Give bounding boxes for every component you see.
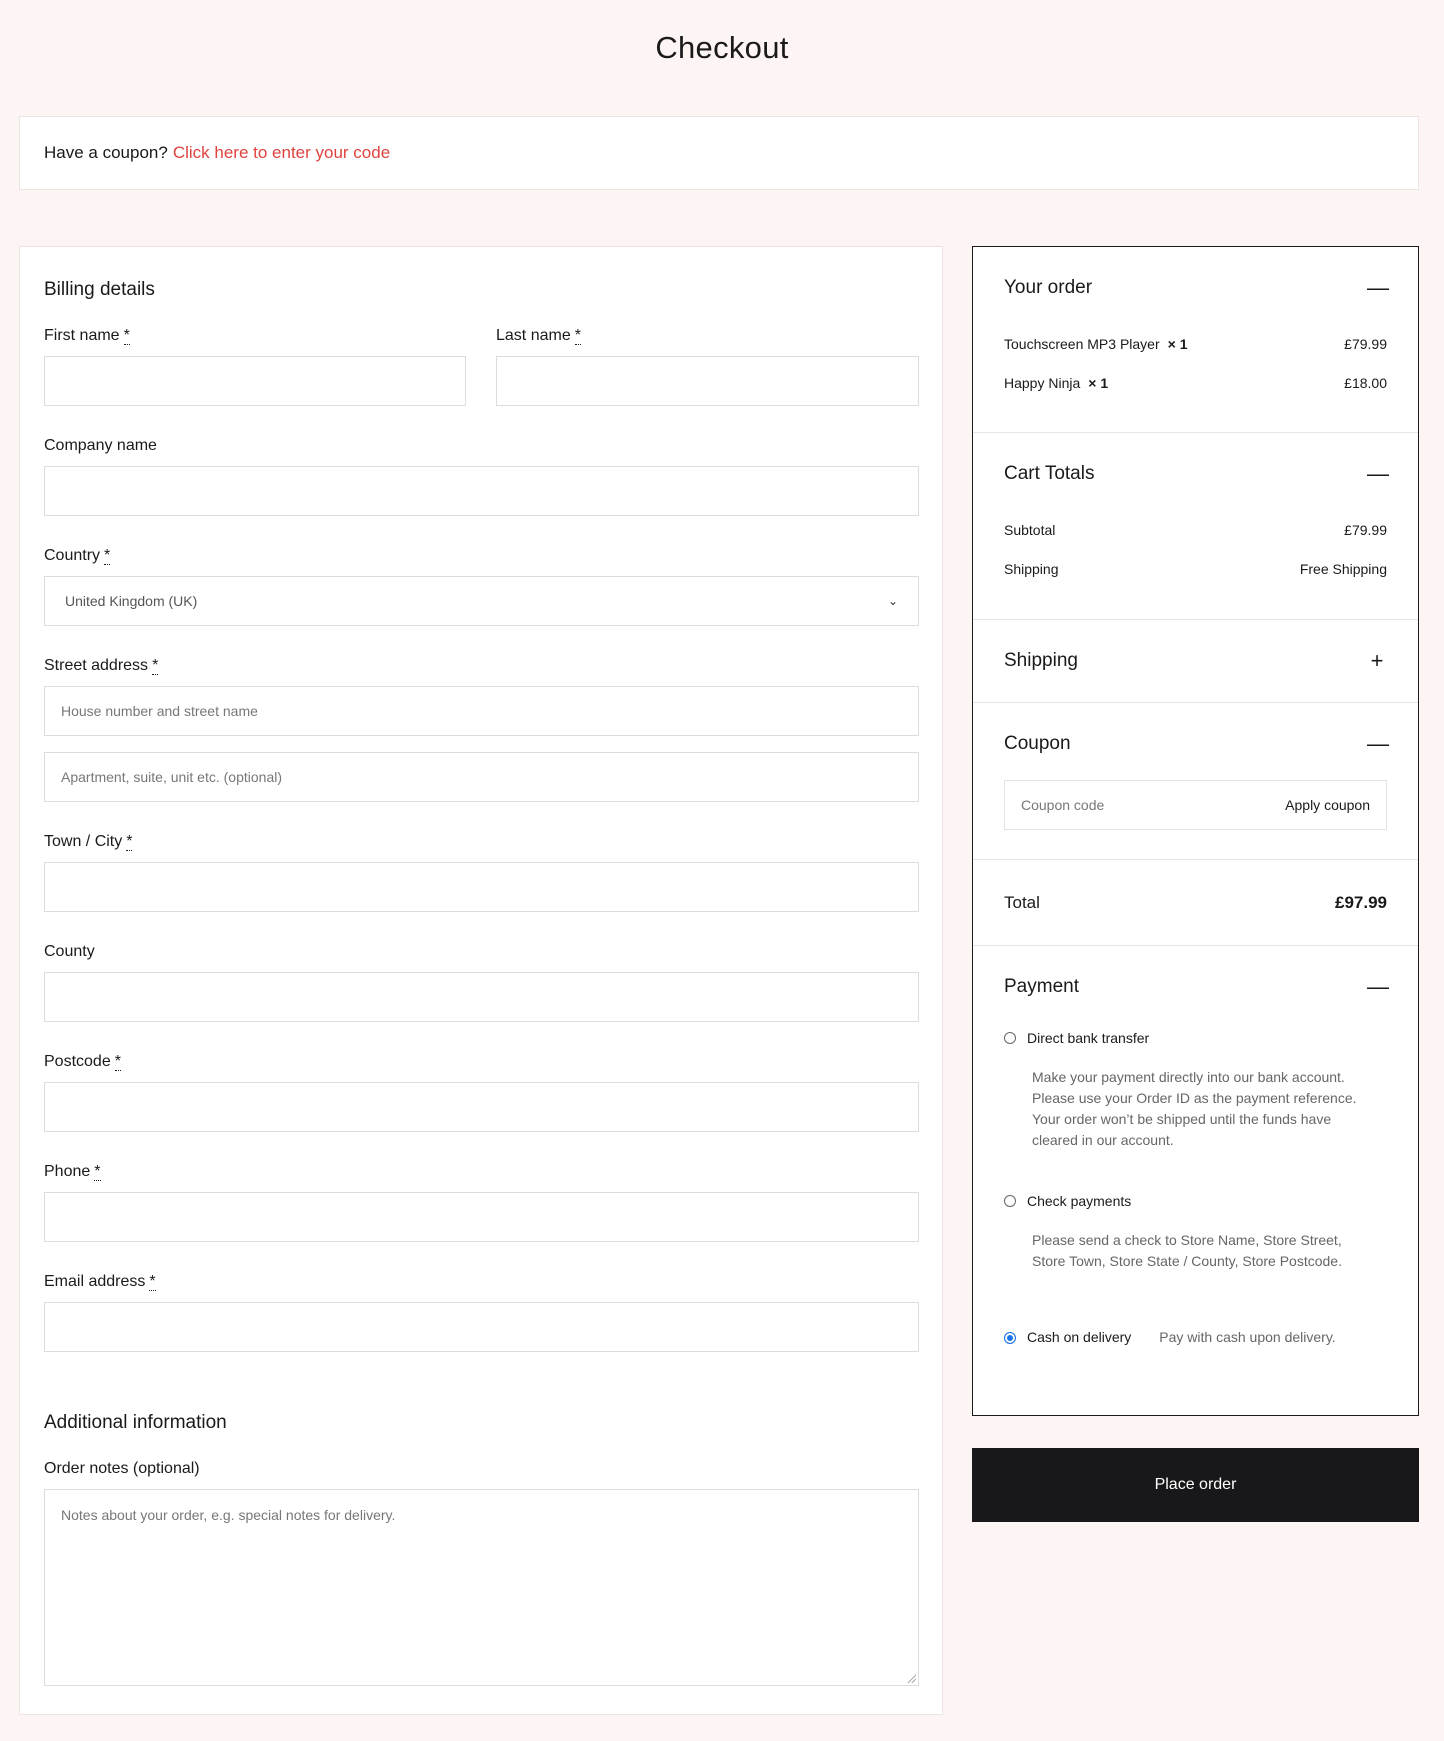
- chevron-down-icon: ⌄: [887, 594, 898, 608]
- billing-title: Billing details: [44, 279, 155, 300]
- first-name-label: First name *: [44, 327, 130, 344]
- email-input[interactable]: [44, 1302, 919, 1352]
- city-input[interactable]: [44, 862, 919, 912]
- shipping-label: Shipping: [1004, 561, 1059, 577]
- order-item-name: Touchscreen MP3 Player: [1004, 336, 1160, 352]
- order-notes-placeholder: Notes about your order, e.g. special notes for delivery.: [61, 1507, 396, 1523]
- radio-button[interactable]: [1004, 1032, 1016, 1044]
- payment-option-label: Check payments: [1027, 1193, 1132, 1209]
- minus-icon[interactable]: —: [1367, 974, 1389, 999]
- order-item-qty: × 1: [1088, 375, 1109, 391]
- plus-icon[interactable]: +: [1370, 648, 1384, 673]
- coupon-title: Coupon: [1004, 733, 1071, 754]
- country-selected-value: United Kingdom (UK): [65, 593, 198, 609]
- payment-section: [973, 946, 1418, 1415]
- first-name-input[interactable]: [44, 356, 466, 406]
- shipping-value: Free Shipping: [1299, 561, 1387, 577]
- street-label: Street address *: [44, 657, 159, 674]
- order-item-qty: × 1: [1167, 336, 1188, 352]
- coupon-notice: [19, 116, 1419, 190]
- phone-label: Phone *: [44, 1163, 101, 1180]
- order-notes-textarea[interactable]: [44, 1489, 919, 1686]
- email-label: Email address *: [44, 1273, 156, 1290]
- your-order-title: Your order: [1004, 277, 1093, 298]
- payment-header[interactable]: [1004, 976, 1387, 998]
- coupon-header[interactable]: [1004, 733, 1387, 755]
- subtotal-row: [1004, 522, 1387, 538]
- enter-coupon-link[interactable]: Click here to enter your code: [172, 143, 391, 162]
- coupon-section: [973, 703, 1418, 860]
- order-panel: [972, 246, 1419, 1416]
- order-item: [1004, 336, 1387, 352]
- total-value: £97.99: [1335, 893, 1387, 912]
- coupon-code-field: [1004, 780, 1387, 830]
- order-item-price: £79.99: [1344, 336, 1387, 352]
- phone-input[interactable]: [44, 1192, 919, 1242]
- postcode-label: Postcode *: [44, 1053, 121, 1070]
- order-item: [1004, 375, 1387, 391]
- total-section: [973, 860, 1418, 946]
- company-label: Company name: [44, 437, 157, 454]
- payment-option-check[interactable]: [1004, 1193, 1387, 1209]
- street-address-input[interactable]: House number and street name: [44, 686, 919, 736]
- order-item-price: £18.00: [1344, 375, 1387, 391]
- company-input[interactable]: [44, 466, 919, 516]
- shipping-title: Shipping: [1004, 650, 1078, 671]
- last-name-label: Last name *: [496, 327, 581, 344]
- city-label: Town / City *: [44, 833, 133, 850]
- country-label: Country *: [44, 547, 111, 564]
- minus-icon[interactable]: —: [1367, 461, 1389, 486]
- shipping-header[interactable]: [1004, 650, 1387, 672]
- payment-option-label: Direct bank transfer: [1027, 1030, 1150, 1046]
- cart-totals-title: Cart Totals: [1004, 463, 1095, 484]
- subtotal-value: £79.99: [1344, 522, 1387, 538]
- shipping-row: [1004, 561, 1387, 577]
- payment-description: Make your payment directly into our bank account. Please use your Order ID as the payment reference. Your order won’t be shipped until the funds have cleared in our account.: [1032, 1069, 1357, 1148]
- postcode-input[interactable]: [44, 1082, 919, 1132]
- payment-option-label: Cash on delivery: [1027, 1329, 1132, 1345]
- radio-button[interactable]: [1004, 1195, 1016, 1207]
- shipping-section: [973, 620, 1418, 703]
- your-order-header[interactable]: [1004, 277, 1387, 299]
- resize-handle-icon[interactable]: [906, 1673, 916, 1683]
- place-order-button[interactable]: Place order: [972, 1448, 1419, 1522]
- street-address-2-input[interactable]: Apartment, suite, unit etc. (optional): [44, 752, 919, 802]
- county-input[interactable]: [44, 972, 919, 1022]
- your-order-section: [973, 247, 1418, 433]
- additional-info-title: Additional information: [44, 1412, 227, 1433]
- page-title: Checkout: [655, 30, 789, 65]
- payment-description: Please send a check to Store Name, Store Street, Store Town, Store State / County, Store Postcode.: [1032, 1232, 1342, 1269]
- order-notes-label: Order notes (optional): [44, 1460, 200, 1477]
- country-select[interactable]: [44, 576, 919, 626]
- cart-totals-header[interactable]: [1004, 463, 1387, 485]
- total-label: Total: [1004, 893, 1040, 912]
- coupon-code-input[interactable]: Coupon code: [1021, 797, 1105, 813]
- apply-coupon-button[interactable]: Apply coupon: [1285, 797, 1370, 813]
- payment-option-bank[interactable]: [1004, 1030, 1387, 1046]
- radio-button-selected[interactable]: [1004, 1332, 1016, 1344]
- subtotal-label: Subtotal: [1004, 522, 1056, 538]
- last-name-input[interactable]: [496, 356, 919, 406]
- order-item-name: Happy Ninja: [1004, 375, 1081, 391]
- cart-totals-section: [973, 433, 1418, 620]
- coupon-notice-text: Have a coupon?: [44, 143, 168, 162]
- minus-icon[interactable]: —: [1367, 275, 1389, 300]
- payment-option-cod[interactable]: [1004, 1329, 1387, 1345]
- payment-description: Pay with cash upon delivery.: [1159, 1329, 1336, 1345]
- county-label: County: [44, 943, 95, 960]
- billing-panel: [19, 246, 943, 1715]
- total-row: [1004, 893, 1387, 913]
- payment-title: Payment: [1004, 976, 1079, 997]
- minus-icon[interactable]: —: [1367, 731, 1389, 756]
